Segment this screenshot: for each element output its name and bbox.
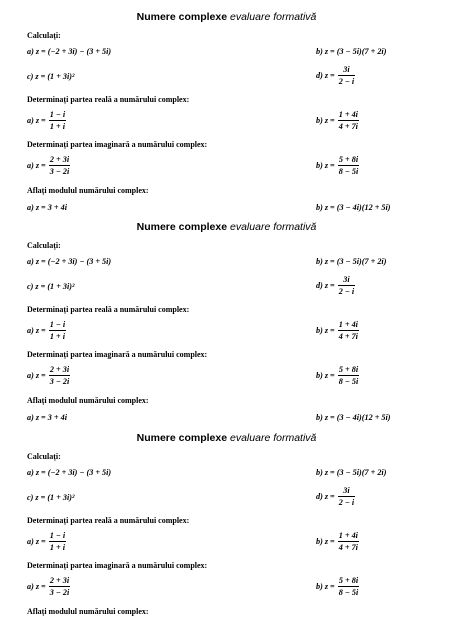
exercise-b-calc: b) z = (3 − 5i)(7 + 2i) (316, 468, 387, 477)
section-heading-real-part: Determinați partea reală a numărului complex: (27, 95, 190, 104)
fraction: $\frac{1 + 4i}{4 + 7i}$ (338, 110, 358, 131)
fraction: $\frac{3i}{2 - i}$ (338, 486, 355, 507)
exercise-b-imag: b) z = $\frac{5 + 8i}{8 - 5i}$ (316, 576, 359, 597)
exercise-a-modulus: a) z = 3 + 4i (27, 413, 67, 422)
exercise-d-fraction: d) z = $\frac{3i}{2 - i}$ (316, 275, 355, 296)
exercise-a-modulus: a) z = 3 + 4i (27, 203, 67, 212)
exercise-b-imag: b) z = $\frac{5 + 8i}{8 - 5i}$ (316, 155, 359, 176)
exercise-b-calc: b) z = (3 − 5i)(7 + 2i) (316, 47, 387, 56)
exercise-a-imag: a) z = $\frac{2 + 3i}{3 - 2i}$ (27, 365, 70, 386)
section-heading-modulus: Aflați modulul numărului complex: (27, 186, 149, 195)
fraction: $\frac{3i}{2 - i}$ (338, 65, 355, 86)
section-heading-imag-part: Determinați partea imaginară a numărului complex: (27, 561, 208, 570)
exercise-c-power: c) z = (1 + 3i)² (27, 493, 75, 502)
exercise-a-calc: a) z = (−2 + 3i) − (3 + 5i) (27, 47, 112, 56)
worksheet-1 (0, 11, 453, 222)
fraction: $\frac{1 + 4i}{4 + 7i}$ (338, 320, 358, 341)
fraction: $\frac{1 - i}{1 + i}$ (49, 110, 66, 131)
exercise-c-power: c) z = (1 + 3i)² (27, 72, 75, 81)
fraction: $\frac{1 - i}{1 + i}$ (49, 531, 66, 552)
title-italic: evaluare formativă (230, 221, 317, 233)
section-heading-real-part: Determinați partea reală a numărului complex: (27, 305, 190, 314)
section-heading-calculate: Calculați: (27, 31, 61, 40)
worksheet-title (0, 221, 453, 233)
fraction: $\frac{2 + 3i}{3 - 2i}$ (49, 155, 70, 176)
title-italic: evaluare formativă (230, 11, 317, 23)
worksheet-title (0, 11, 453, 23)
fraction: $\frac{2 + 3i}{3 - 2i}$ (49, 365, 70, 386)
section-heading-modulus: Aflați modulul numărului complex: (27, 607, 149, 616)
exercise-b-modulus: b) z = (3 − 4i)(12 + 5i) (316, 413, 391, 422)
section-heading-imag-part: Determinați partea imaginară a numărului complex: (27, 350, 208, 359)
title-main: Numere complexe (136, 11, 228, 23)
exercise-c-power: c) z = (1 + 3i)² (27, 282, 75, 291)
fraction: $\frac{2 + 3i}{3 - 2i}$ (49, 576, 70, 597)
worksheet-title (0, 432, 453, 444)
exercise-b-imag: b) z = $\frac{5 + 8i}{8 - 5i}$ (316, 365, 359, 386)
exercise-a-real: a) z = $\frac{1 - i}{1 + i}$ (27, 320, 66, 341)
exercise-a-imag: a) z = $\frac{2 + 3i}{3 - 2i}$ (27, 576, 70, 597)
exercise-b-real: b) z = $\frac{1 + 4i}{4 + 7i}$ (316, 531, 358, 552)
title-main: Numere complexe (136, 221, 228, 233)
section-heading-imag-part: Determinați partea imaginară a numărului complex: (27, 140, 208, 149)
exercise-a-real: a) z = $\frac{1 - i}{1 + i}$ (27, 110, 66, 131)
fraction: $\frac{5 + 8i}{8 - 5i}$ (338, 155, 359, 176)
section-heading-calculate: Calculați: (27, 241, 61, 250)
fraction: $\frac{1 + 4i}{4 + 7i}$ (338, 531, 358, 552)
fraction: $\frac{5 + 8i}{8 - 5i}$ (338, 576, 359, 597)
exercise-b-real: b) z = $\frac{1 + 4i}{4 + 7i}$ (316, 320, 358, 341)
title-main: Numere complexe (136, 432, 228, 444)
section-heading-calculate: Calculați: (27, 452, 61, 461)
exercise-d-fraction: d) z = $\frac{3i}{2 - i}$ (316, 65, 355, 86)
exercise-d-fraction: d) z = $\frac{3i}{2 - i}$ (316, 486, 355, 507)
title-italic: evaluare formativă (230, 432, 317, 444)
exercise-a-imag: a) z = $\frac{2 + 3i}{3 - 2i}$ (27, 155, 70, 176)
section-heading-real-part: Determinați partea reală a numărului complex: (27, 516, 190, 525)
worksheet-2 (0, 221, 453, 432)
exercise-a-calc: a) z = (−2 + 3i) − (3 + 5i) (27, 257, 112, 266)
exercise-b-real: b) z = $\frac{1 + 4i}{4 + 7i}$ (316, 110, 358, 131)
fraction: $\frac{3i}{2 - i}$ (338, 275, 355, 296)
worksheet-3 (0, 432, 453, 640)
exercise-b-modulus: b) z = (3 − 4i)(12 + 5i) (316, 203, 391, 212)
fraction: $\frac{1 - i}{1 + i}$ (49, 320, 66, 341)
exercise-a-real: a) z = $\frac{1 - i}{1 + i}$ (27, 531, 66, 552)
exercise-a-calc: a) z = (−2 + 3i) − (3 + 5i) (27, 468, 112, 477)
fraction: $\frac{5 + 8i}{8 - 5i}$ (338, 365, 359, 386)
section-heading-modulus: Aflați modulul numărului complex: (27, 396, 149, 405)
exercise-b-calc: b) z = (3 − 5i)(7 + 2i) (316, 257, 387, 266)
